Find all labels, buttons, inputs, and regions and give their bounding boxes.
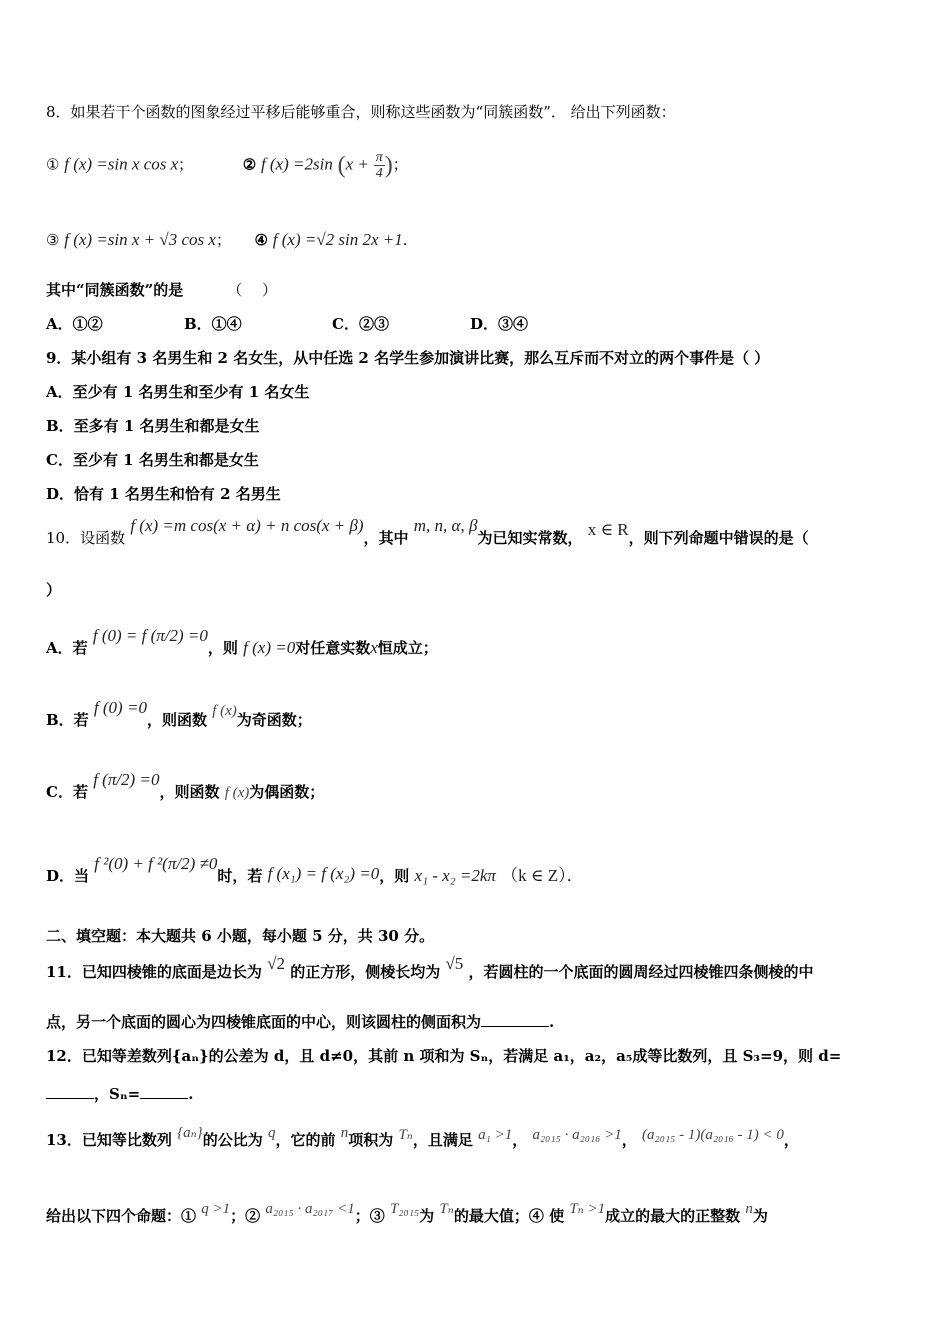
- q9-option-d[interactable]: D．恰有 1 名男生和恰有 2 名男生: [46, 485, 281, 503]
- function-1: f (x) =sin x cos x: [64, 154, 179, 174]
- q8-option-b[interactable]: B．①④: [184, 315, 242, 333]
- q8-question: 其中“同簇函数”的是 （ ）: [46, 281, 278, 299]
- q13-line2: 给出以下四个命题：① q >1；② a₂₀₁₅ · a₂₀₁₇ <1；③ T₂₀₁₅为 Tₙ的最大值；④ 使 Tₙ >1成立的最大的正整数 n为: [46, 1201, 768, 1225]
- q10-a-condition: f (0) = f (π/2) =0: [92, 626, 208, 645]
- q9-stem: 9．某小组有 3 名男生和 2 名女生，从中任选 2 名学生参加演讲比赛，那么互斥而不对立的两个事件是（ ）: [46, 349, 770, 367]
- section-2-heading: 二、填空题：本大题共 6 小题，每小题 5 分，共 30 分。: [46, 927, 435, 945]
- q10-c-condition: f (π/2) =0: [93, 770, 160, 789]
- pi-over-4: $\frac{\pi}{4}$: [375, 150, 383, 181]
- q8-functions-row1: ① f (x) =sin x cos x； ② f (x) =2sin (x + $\frac{\pi}{4}$ )；: [46, 150, 408, 181]
- marker-2: ②: [242, 155, 257, 174]
- function-4: f (x) =√2 sin 2x +1: [272, 230, 403, 249]
- q8-option-a[interactable]: A．①②: [46, 315, 103, 333]
- q13-line1: 13．已知等比数列 {aₙ}的公比为 q，它的前 n项积为 Tₙ，且满足 a₁ >1， a₂₀₁₅ · a₂₀₁₆ >1， (a₂₀₁₅ - 1)(a₂₀₁₆ - 1) < 0，: [46, 1125, 799, 1149]
- q9-option-b[interactable]: B．至多有 1 名男生和都是女生: [46, 417, 260, 435]
- q10-stem: 10．设函数 f (x) =m cos(x + α) + n cos(x + β)，其中 m, n, α, β为已知实常数， x ∈ R，则下列命题中错误的是（: [46, 516, 809, 547]
- marker-4: ④: [254, 231, 268, 249]
- q8-functions-row2: ③ f (x) =sin x + √3 cos x； ④ f (x) =√2 sin 2x +1.: [46, 230, 408, 249]
- q11-line2: 点，另一个底面的圆心为四棱锥底面的中心，则该圆柱的侧面积为 .: [46, 1013, 555, 1031]
- q8-option-c[interactable]: C．②③: [332, 315, 389, 333]
- q10-option-d[interactable]: D．当 f ²(0) + f ²(π/2) ≠0时，若 f (x₁) = f (x₂) =0，则 x₁ - x₂ =2kπ （k ∈ Z）．: [46, 854, 584, 885]
- q12-line1: 12．已知等差数列{aₙ}的公差为 d，且 d≠0，其前 n 项和为 Sₙ，若满足 a₁，a₂，a₅成等比数列，且 S₃=9，则 d=: [46, 1047, 842, 1065]
- q10-option-a[interactable]: A．若 f (0) = f (π/2) =0，则 f (x) =0对任意实数x恒成立；: [46, 626, 438, 657]
- answer-paren: （ ）: [227, 281, 278, 299]
- q12-blank-d[interactable]: [46, 1084, 94, 1099]
- q10-b-condition: f (0) =0: [93, 698, 147, 717]
- q10-option-b[interactable]: B．若 f (0) =0，则函数 f (x)为奇函数；: [46, 698, 312, 729]
- function-3: f (x) =sin x + √3 cos x: [64, 230, 216, 249]
- q10-option-c[interactable]: C．若 f (π/2) =0，则函数 f (x)为偶函数；: [46, 770, 325, 801]
- marker-3: ③: [46, 231, 60, 249]
- q11-line1: 11．已知四棱锥的底面是边长为 √2 的正方形，侧棱长均为 √5 ，若圆柱的一个底面的圆周经过四棱锥四条侧棱的中: [46, 954, 814, 981]
- q12-line2: ，Sₙ= .: [46, 1084, 193, 1104]
- q8-options: [46, 314, 528, 334]
- q8-stem: 8．如果若干个函数的图象经过平移后能够重合，则称这些函数为“同簇函数”． 给出下列函数：: [46, 103, 676, 121]
- q10-d-condition: f ²(0) + f ²(π/2) ≠0: [94, 854, 218, 873]
- q10-params: m, n, α, β: [413, 516, 478, 535]
- q8-option-d[interactable]: D．③④: [470, 315, 529, 333]
- marker-1: ①: [46, 155, 60, 174]
- function-2: f (x) =2sin: [260, 154, 333, 174]
- q12-blank-sn[interactable]: [140, 1084, 188, 1099]
- q10-function: f (x) =m cos(x + α) + n cos(x + β): [130, 516, 364, 535]
- q9-option-a[interactable]: A．至少有 1 名男生和至少有 1 名女生: [46, 383, 310, 401]
- q10-close: ）: [46, 581, 62, 599]
- q9-option-c[interactable]: C．至少有 1 名男生和都是女生: [46, 451, 259, 469]
- q11-blank[interactable]: [481, 1012, 549, 1027]
- q10-domain: x ∈ R: [587, 520, 629, 539]
